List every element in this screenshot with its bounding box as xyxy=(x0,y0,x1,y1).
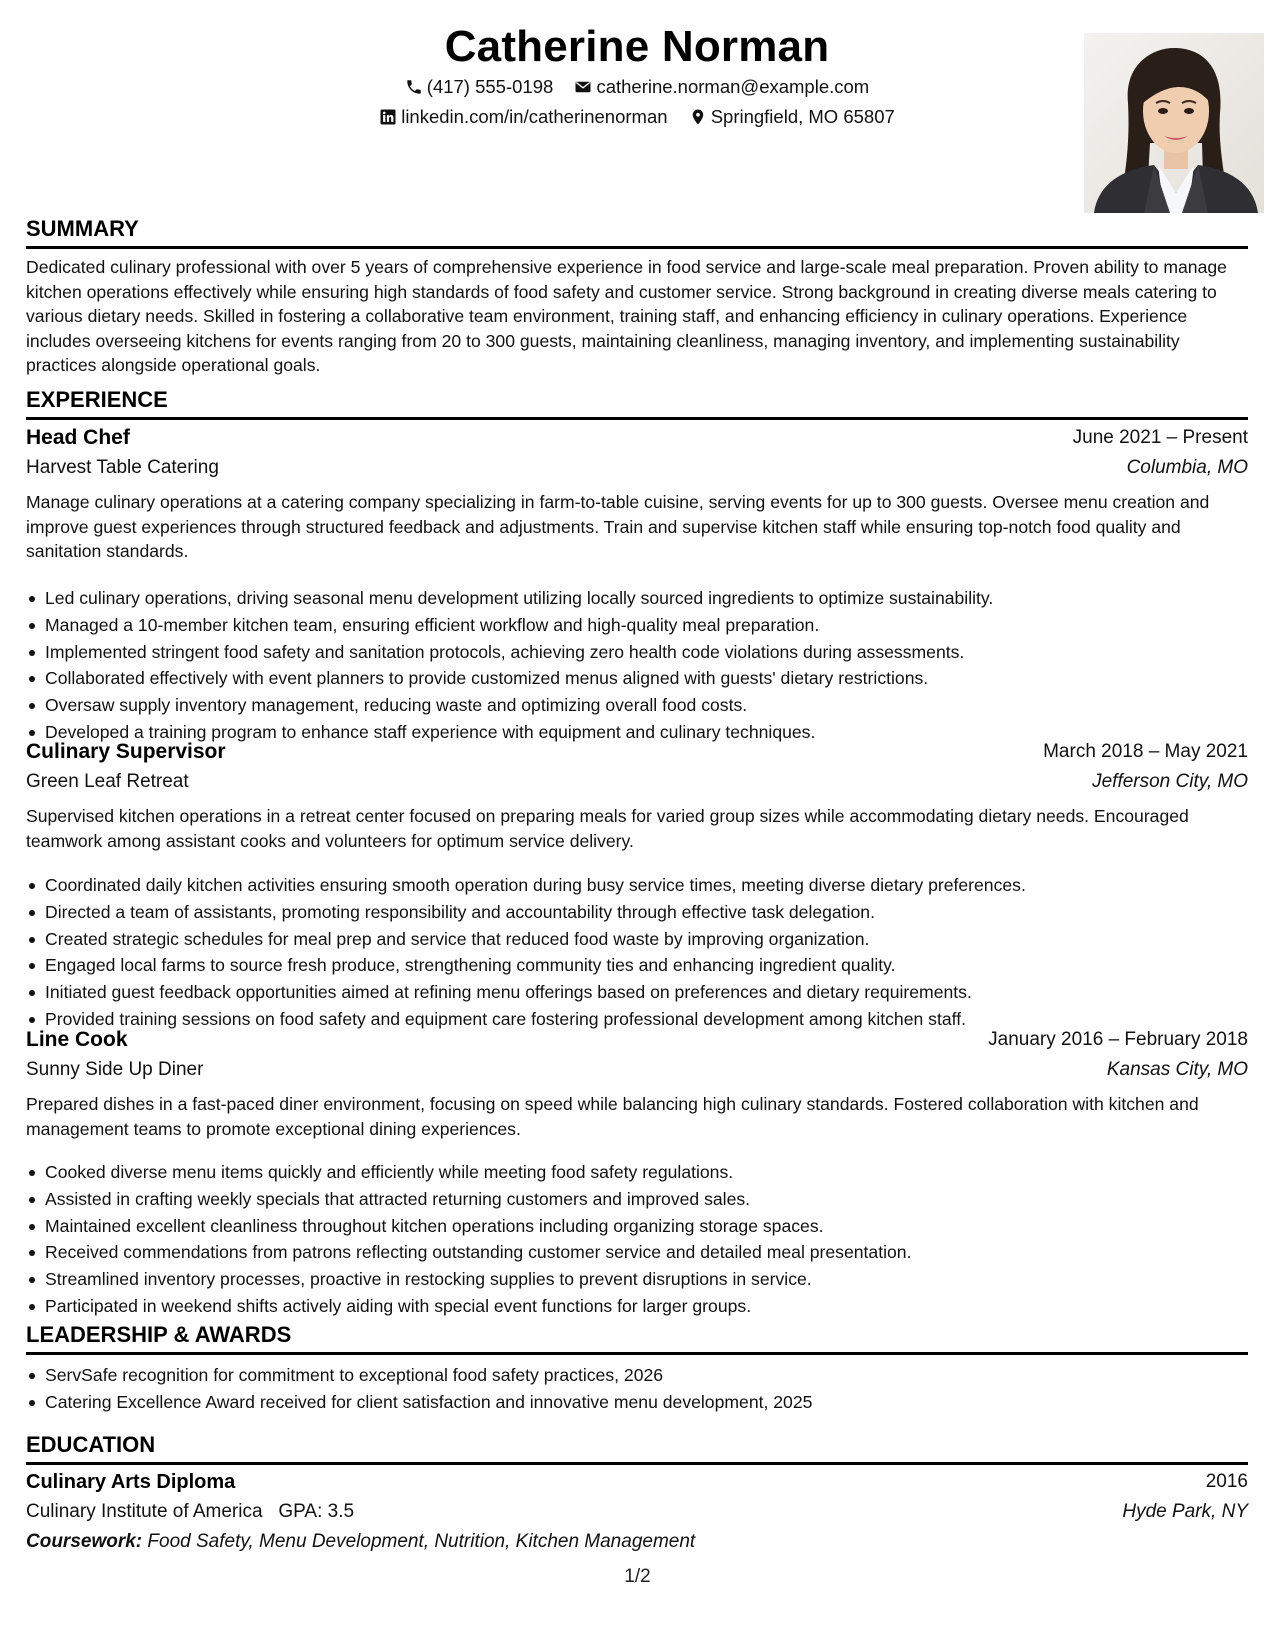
location-text: Springfield, MO 65807 xyxy=(710,106,895,127)
job-title: Head Chef xyxy=(26,426,130,449)
list-item: Led culinary operations, driving seasonal menu development utilizing locally sourced ingredients to optimize sustainability. xyxy=(26,585,1248,612)
job-description: Prepared dishes in a fast-paced diner environment, focusing on speed while balancing high culinary standards. Fostered collaboration with kitchen and management teams to promote exceptional dining experiences. xyxy=(26,1094,1199,1139)
list-item: Developed a training program to enhance staff experience with equipment and culinary techniques. xyxy=(26,719,1248,746)
job-location: Jefferson City, MO xyxy=(1092,771,1248,792)
job-description: Manage culinary operations at a catering company specializing in farm-to-table cuisine, serving events for up to 300 guests. Oversee menu creation and improve guest experiences through structured feedback and adjustments. Train and supervise kitchen staff while ensuring top-notch food quality and sanitation standards. xyxy=(26,492,1210,561)
job-bullets xyxy=(26,1159,1248,1320)
education-school: Culinary Institute of America xyxy=(26,1501,263,1522)
job-dates: June 2021 – Present xyxy=(1072,427,1248,448)
education-gpa: GPA: 3.5 xyxy=(278,1501,355,1522)
list-item: Catering Excellence Award received for client satisfaction and innovative menu development, 2025 xyxy=(26,1389,1248,1416)
phone-contact xyxy=(405,76,554,98)
phone-text: (417) 555-0198 xyxy=(426,76,554,97)
section-title-summary: SUMMARY xyxy=(26,216,1248,249)
phone-icon xyxy=(405,78,423,96)
linkedin-text[interactable]: linkedin.com/in/catherinenorman xyxy=(401,106,668,127)
job-company: Green Leaf Retreat xyxy=(26,771,189,792)
email-text[interactable]: catherine.norman@example.com xyxy=(596,76,870,97)
list-item: Collaborated effectively with event planners to provide customized menus aligned with guests' dietary restrictions. xyxy=(26,665,1248,692)
list-item: Created strategic schedules for meal prep and service that reduced food waste by improving organization. xyxy=(26,926,1248,953)
list-item: Cooked diverse menu items quickly and efficiently while meeting food safety regulations. xyxy=(26,1159,1248,1186)
list-item: Provided training sessions on food safety and equipment care fostering professional development among kitchen staff. xyxy=(26,1006,1248,1033)
section-title-experience: EXPERIENCE xyxy=(26,387,1248,420)
job-dates: March 2018 – May 2021 xyxy=(1043,741,1248,762)
job-company: Sunny Side Up Diner xyxy=(26,1059,204,1080)
linkedin-icon xyxy=(379,108,397,126)
list-item: ServSafe recognition for commitment to exceptional food safety practices, 2026 xyxy=(26,1362,1248,1389)
list-item: Assisted in crafting weekly specials that attracted returning customers and improved sales. xyxy=(26,1186,1248,1213)
candidate-name: Catherine Norman xyxy=(444,22,830,71)
profile-photo xyxy=(1084,33,1264,213)
section-title-awards: LEADERSHIP & AWARDS xyxy=(26,1322,1248,1355)
page-number: 1/2 xyxy=(624,1566,651,1587)
education-degree: Culinary Arts Diploma xyxy=(26,1471,236,1493)
linkedin-contact[interactable] xyxy=(379,106,667,128)
job-description: Supervised kitchen operations in a retreat center focused on preparing meals for varied group sizes while accommodating dietary needs. Encouraged teamwork among assistant cooks and volunteers for optimum service delivery. xyxy=(26,806,1189,851)
contact-line-2 xyxy=(26,106,1248,131)
education-school-line xyxy=(26,1501,354,1523)
coursework-label: Coursework: xyxy=(26,1531,143,1552)
list-item: Engaged local farms to source fresh produce, strengthening community ties and enhancing ingredient quality. xyxy=(26,952,1248,979)
list-item: Managed a 10-member kitchen team, ensuring efficient workflow and high-quality meal preparation. xyxy=(26,612,1248,639)
job-dates: January 2016 – February 2018 xyxy=(988,1029,1248,1050)
job-bullets xyxy=(26,585,1248,746)
job-title: Culinary Supervisor xyxy=(26,740,226,763)
coursework-line xyxy=(26,1531,695,1553)
coursework-text: Food Safety, Menu Development, Nutrition, Kitchen Management xyxy=(147,1531,696,1552)
list-item: Directed a team of assistants, promoting responsibility and accountability through effective task delegation. xyxy=(26,899,1248,926)
job-title: Line Cook xyxy=(26,1028,128,1051)
contact-line-1 xyxy=(26,76,1248,101)
location-contact xyxy=(689,106,895,128)
job-bullets xyxy=(26,872,1248,1033)
list-item: Coordinated daily kitchen activities ensuring smooth operation during busy service times, meeting diverse dietary preferences. xyxy=(26,872,1248,899)
email-contact[interactable] xyxy=(574,76,869,98)
section-title-education: EDUCATION xyxy=(26,1432,1248,1465)
list-item: Initiated guest feedback opportunities aimed at refining menu offerings based on preferences and dietary requirements. xyxy=(26,979,1248,1006)
list-item: Maintained excellent cleanliness throughout kitchen operations including organizing storage spaces. xyxy=(26,1213,1248,1240)
job-location: Columbia, MO xyxy=(1126,457,1248,478)
list-item: Participated in weekend shifts actively aiding with special event functions for larger groups. xyxy=(26,1293,1248,1320)
list-item: Oversaw supply inventory management, reducing waste and optimizing overall food costs. xyxy=(26,692,1248,719)
map-pin-icon xyxy=(689,108,707,126)
list-item: Received commendations from patrons reflecting outstanding customer service and detailed meal presentation. xyxy=(26,1239,1248,1266)
list-item: Implemented stringent food safety and sanitation protocols, achieving zero health code violations during assessments. xyxy=(26,639,1248,666)
education-location: Hyde Park, NY xyxy=(1122,1501,1248,1522)
education-year: 2016 xyxy=(1205,1471,1248,1492)
awards-list xyxy=(26,1362,1248,1416)
summary-text: Dedicated culinary professional with over 5 years of comprehensive experience in food service and large-scale meal preparation. Proven ability to manage kitchen operations effectively while ensuring high standards of food safety and customer service. Strong background in creating diverse meals catering to various dietary needs. Skilled in fostering a collaborative team environment, training staff, and enhancing efficiency in culinary operations. Experience includes overseeing kitchens for events ranging from 20 to 300 guests, maintaining cleanliness, managing inventory, and implementing sustainability practices alongside operational goals. xyxy=(26,257,1227,375)
job-location: Kansas City, MO xyxy=(1106,1059,1248,1080)
job-company: Harvest Table Catering xyxy=(26,457,219,478)
list-item: Streamlined inventory processes, proactive in restocking supplies to prevent disruptions in service. xyxy=(26,1266,1248,1293)
envelope-icon xyxy=(574,78,592,96)
